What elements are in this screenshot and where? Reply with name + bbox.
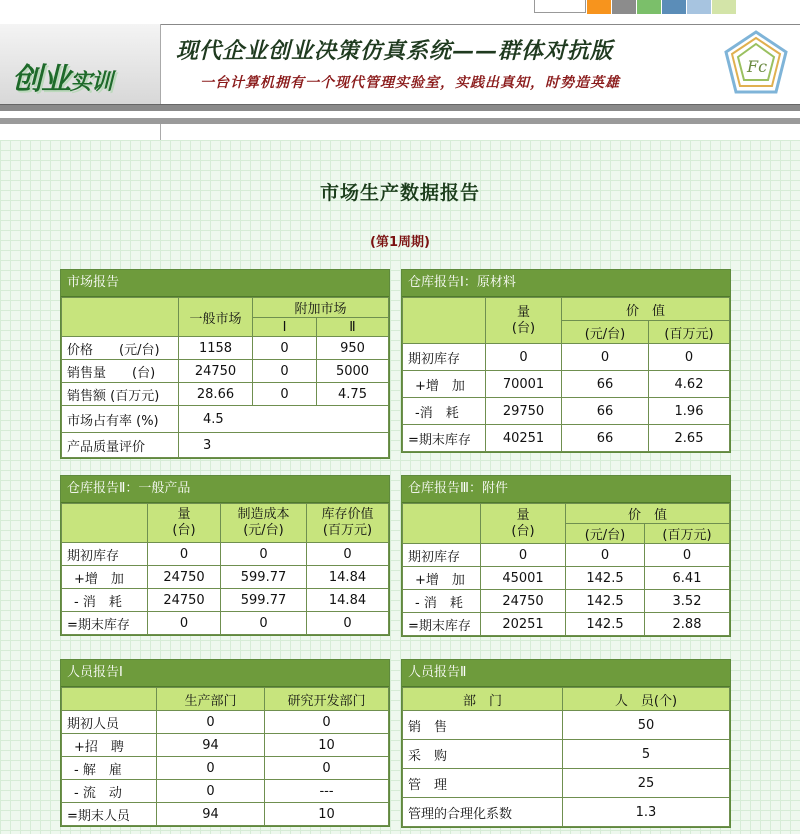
cell: 0 bbox=[562, 344, 649, 371]
row-label: 采 购 bbox=[403, 740, 563, 769]
cell: 0 bbox=[307, 612, 389, 635]
col-header: 研究开发部门 bbox=[265, 688, 389, 711]
cell: 1158 bbox=[179, 337, 253, 360]
market-table bbox=[61, 297, 389, 458]
row-label: 销 售 bbox=[403, 711, 563, 740]
panel-title: 仓库报告Ⅰ：原材料 bbox=[402, 270, 730, 297]
row-label: 期初库存 bbox=[62, 543, 148, 566]
col-header: (元/台) bbox=[562, 321, 649, 344]
table-row bbox=[403, 425, 730, 452]
cell: --- bbox=[265, 780, 389, 803]
row-label: 销售量 (台) bbox=[62, 360, 179, 383]
cell: 29750 bbox=[486, 398, 562, 425]
col-header: 价 值 bbox=[566, 504, 730, 524]
col-header: 附加市场 bbox=[253, 298, 389, 318]
table-row bbox=[62, 589, 389, 612]
table-row bbox=[403, 371, 730, 398]
row-label: 期初人员 bbox=[62, 711, 157, 734]
table-row bbox=[62, 383, 389, 406]
cell: 24750 bbox=[148, 589, 221, 612]
period-label: (第1周期) bbox=[370, 235, 430, 250]
cell: 950 bbox=[317, 337, 389, 360]
cell: 45001 bbox=[481, 567, 566, 590]
col-header: (元/台) bbox=[566, 524, 645, 544]
staff-report-2-panel bbox=[401, 659, 731, 828]
table-row bbox=[62, 566, 389, 589]
col-header: 量 (台) bbox=[481, 504, 566, 544]
table-row bbox=[403, 567, 730, 590]
row-label: 期初库存 bbox=[403, 544, 481, 567]
col-header: (百万元) bbox=[649, 321, 730, 344]
row-label: 市场占有率 (%) bbox=[62, 406, 179, 433]
col-header: Ⅱ bbox=[317, 318, 389, 337]
cell: 4.62 bbox=[649, 371, 730, 398]
col-header: (百万元) bbox=[645, 524, 730, 544]
col-header: 价 值 bbox=[562, 298, 730, 321]
cell: 66 bbox=[562, 371, 649, 398]
cell: 0 bbox=[253, 337, 317, 360]
row-label: 期初库存 bbox=[403, 344, 486, 371]
cell: 0 bbox=[157, 711, 265, 734]
table-row bbox=[62, 360, 389, 383]
swatch-gray[interactable] bbox=[612, 0, 636, 14]
row-label: +招 聘 bbox=[62, 734, 157, 757]
col-header: 一般市场 bbox=[179, 298, 253, 337]
color-swatches bbox=[534, 0, 736, 14]
table-row bbox=[403, 398, 730, 425]
cell: 0 bbox=[265, 757, 389, 780]
cell: 0 bbox=[566, 544, 645, 567]
app-title: 现代企业创业决策仿真系统——群体对抗版 bbox=[176, 38, 614, 64]
staff-table-1 bbox=[61, 687, 389, 826]
product-table bbox=[61, 503, 389, 635]
cell: 599.77 bbox=[221, 566, 307, 589]
header-blank bbox=[403, 504, 481, 544]
cell: 24750 bbox=[179, 360, 253, 383]
swatch-green[interactable] bbox=[637, 0, 661, 14]
row-label: -消 耗 bbox=[403, 398, 486, 425]
col-header: 部 门 bbox=[403, 688, 563, 711]
table-row bbox=[403, 740, 730, 769]
col-header: 制造成本 (元/台) bbox=[221, 504, 307, 543]
cell: 10 bbox=[265, 734, 389, 757]
cell: 1.3 bbox=[563, 798, 730, 827]
cell: 24750 bbox=[481, 590, 566, 613]
app-header bbox=[0, 0, 800, 140]
cell: 0 bbox=[221, 612, 307, 635]
cell: 0 bbox=[645, 544, 730, 567]
app-slogan: 一台计算机拥有一个现代管理实验室，实践出真知，时势造英雄 bbox=[200, 75, 620, 91]
cell: 0 bbox=[649, 344, 730, 371]
cell: 6.41 bbox=[645, 567, 730, 590]
product-panel bbox=[60, 475, 390, 636]
cell: 3.52 bbox=[645, 590, 730, 613]
cell: 0 bbox=[148, 612, 221, 635]
cell: 5 bbox=[563, 740, 730, 769]
cell: 142.5 bbox=[566, 567, 645, 590]
parts-panel bbox=[401, 475, 731, 637]
header-blank bbox=[62, 504, 148, 543]
swatch-blue[interactable] bbox=[662, 0, 686, 14]
raw-material-panel bbox=[401, 269, 731, 453]
cell: 70001 bbox=[486, 371, 562, 398]
row-label: =期末库存 bbox=[403, 425, 486, 452]
table-row bbox=[62, 780, 389, 803]
col-header: 量 (台) bbox=[486, 298, 562, 344]
table-row bbox=[403, 590, 730, 613]
swatch-light-blue[interactable] bbox=[687, 0, 711, 14]
cell: 5000 bbox=[317, 360, 389, 383]
cell: 28.66 bbox=[179, 383, 253, 406]
parts-table bbox=[402, 503, 730, 636]
cell: 142.5 bbox=[566, 613, 645, 636]
page-title: 市场生产数据报告 bbox=[319, 182, 480, 204]
cell: 142.5 bbox=[566, 590, 645, 613]
cell: 0 bbox=[481, 544, 566, 567]
row-label: 销售额 (百万元) bbox=[62, 383, 179, 406]
cell: 0 bbox=[253, 360, 317, 383]
swatch-orange[interactable] bbox=[587, 0, 611, 14]
row-label: - 消 耗 bbox=[403, 590, 481, 613]
cell: 0 bbox=[265, 711, 389, 734]
table-row bbox=[62, 803, 389, 826]
col-header: Ⅰ bbox=[253, 318, 317, 337]
row-label: =期末库存 bbox=[62, 612, 148, 635]
cell: 94 bbox=[157, 734, 265, 757]
header-divider bbox=[160, 24, 800, 25]
row-label: 产品质量评价 bbox=[62, 433, 179, 458]
row-label: +增 加 bbox=[403, 567, 481, 590]
cell: 1.96 bbox=[649, 398, 730, 425]
cell: 0 bbox=[148, 543, 221, 566]
row-label: 管 理 bbox=[403, 769, 563, 798]
cell: 20251 bbox=[481, 613, 566, 636]
table-row bbox=[62, 734, 389, 757]
col-header: 量 (台) bbox=[148, 504, 221, 543]
panel-title: 人员报告Ⅱ bbox=[402, 660, 730, 687]
row-label: =期末库存 bbox=[403, 613, 481, 636]
cell: 14.84 bbox=[307, 566, 389, 589]
swatch-light-green[interactable] bbox=[712, 0, 736, 14]
header-bar bbox=[0, 104, 800, 111]
cell: 0 bbox=[157, 780, 265, 803]
logo: 创业实训 bbox=[12, 62, 113, 97]
header-blank bbox=[62, 298, 179, 337]
cell: 10 bbox=[265, 803, 389, 826]
cell: 2.88 bbox=[645, 613, 730, 636]
cell: 4.5 bbox=[179, 406, 389, 433]
cell: 94 bbox=[157, 803, 265, 826]
col-header: 人 员(个) bbox=[563, 688, 730, 711]
panel-title: 市场报告 bbox=[61, 270, 389, 297]
swatch-blank[interactable] bbox=[534, 0, 586, 13]
row-label: - 解 雇 bbox=[62, 757, 157, 780]
staff-report-1-panel bbox=[60, 659, 390, 827]
table-row bbox=[62, 406, 389, 433]
svg-text:Fc: Fc bbox=[746, 57, 768, 76]
table-row bbox=[403, 344, 730, 371]
staff-table-2 bbox=[402, 687, 730, 827]
table-row bbox=[62, 337, 389, 360]
cell: 0 bbox=[486, 344, 562, 371]
row-label: - 流 动 bbox=[62, 780, 157, 803]
panel-title: 人员报告Ⅰ bbox=[61, 660, 389, 687]
table-row bbox=[62, 543, 389, 566]
header-blank bbox=[62, 688, 157, 711]
corner-logo-icon bbox=[722, 28, 790, 96]
header-divider bbox=[160, 124, 161, 140]
cell: 0 bbox=[307, 543, 389, 566]
row-label: 价格 (元/台) bbox=[62, 337, 179, 360]
cell: 24750 bbox=[148, 566, 221, 589]
panel-title: 仓库报告Ⅱ：一般产品 bbox=[61, 476, 389, 503]
table-row bbox=[62, 711, 389, 734]
table-row bbox=[62, 612, 389, 635]
table-row bbox=[62, 433, 389, 458]
cell: 40251 bbox=[486, 425, 562, 452]
table-row bbox=[403, 798, 730, 827]
cell: 66 bbox=[562, 398, 649, 425]
row-label: +增 加 bbox=[403, 371, 486, 398]
table-row bbox=[403, 544, 730, 567]
header-blank bbox=[403, 298, 486, 344]
cell: 50 bbox=[563, 711, 730, 740]
table-row bbox=[403, 769, 730, 798]
cell: 599.77 bbox=[221, 589, 307, 612]
cell: 2.65 bbox=[649, 425, 730, 452]
row-label: 管理的合理化系数 bbox=[403, 798, 563, 827]
market-report-panel bbox=[60, 269, 390, 459]
row-label: - 消 耗 bbox=[62, 589, 148, 612]
cell: 25 bbox=[563, 769, 730, 798]
row-label: +增 加 bbox=[62, 566, 148, 589]
cell: 0 bbox=[253, 383, 317, 406]
panel-title: 仓库报告Ⅲ：附件 bbox=[402, 476, 730, 503]
cell: 0 bbox=[221, 543, 307, 566]
table-row bbox=[403, 711, 730, 740]
cell: 4.75 bbox=[317, 383, 389, 406]
cell: 0 bbox=[157, 757, 265, 780]
col-header: 库存价值 (百万元) bbox=[307, 504, 389, 543]
raw-material-table bbox=[402, 297, 730, 452]
logo-box bbox=[0, 24, 161, 106]
col-header: 生产部门 bbox=[157, 688, 265, 711]
cell: 66 bbox=[562, 425, 649, 452]
header-bar bbox=[0, 118, 800, 124]
cell: 14.84 bbox=[307, 589, 389, 612]
row-label: =期末人员 bbox=[62, 803, 157, 826]
cell: 3 bbox=[179, 433, 389, 458]
table-row bbox=[62, 757, 389, 780]
table-row bbox=[403, 613, 730, 636]
